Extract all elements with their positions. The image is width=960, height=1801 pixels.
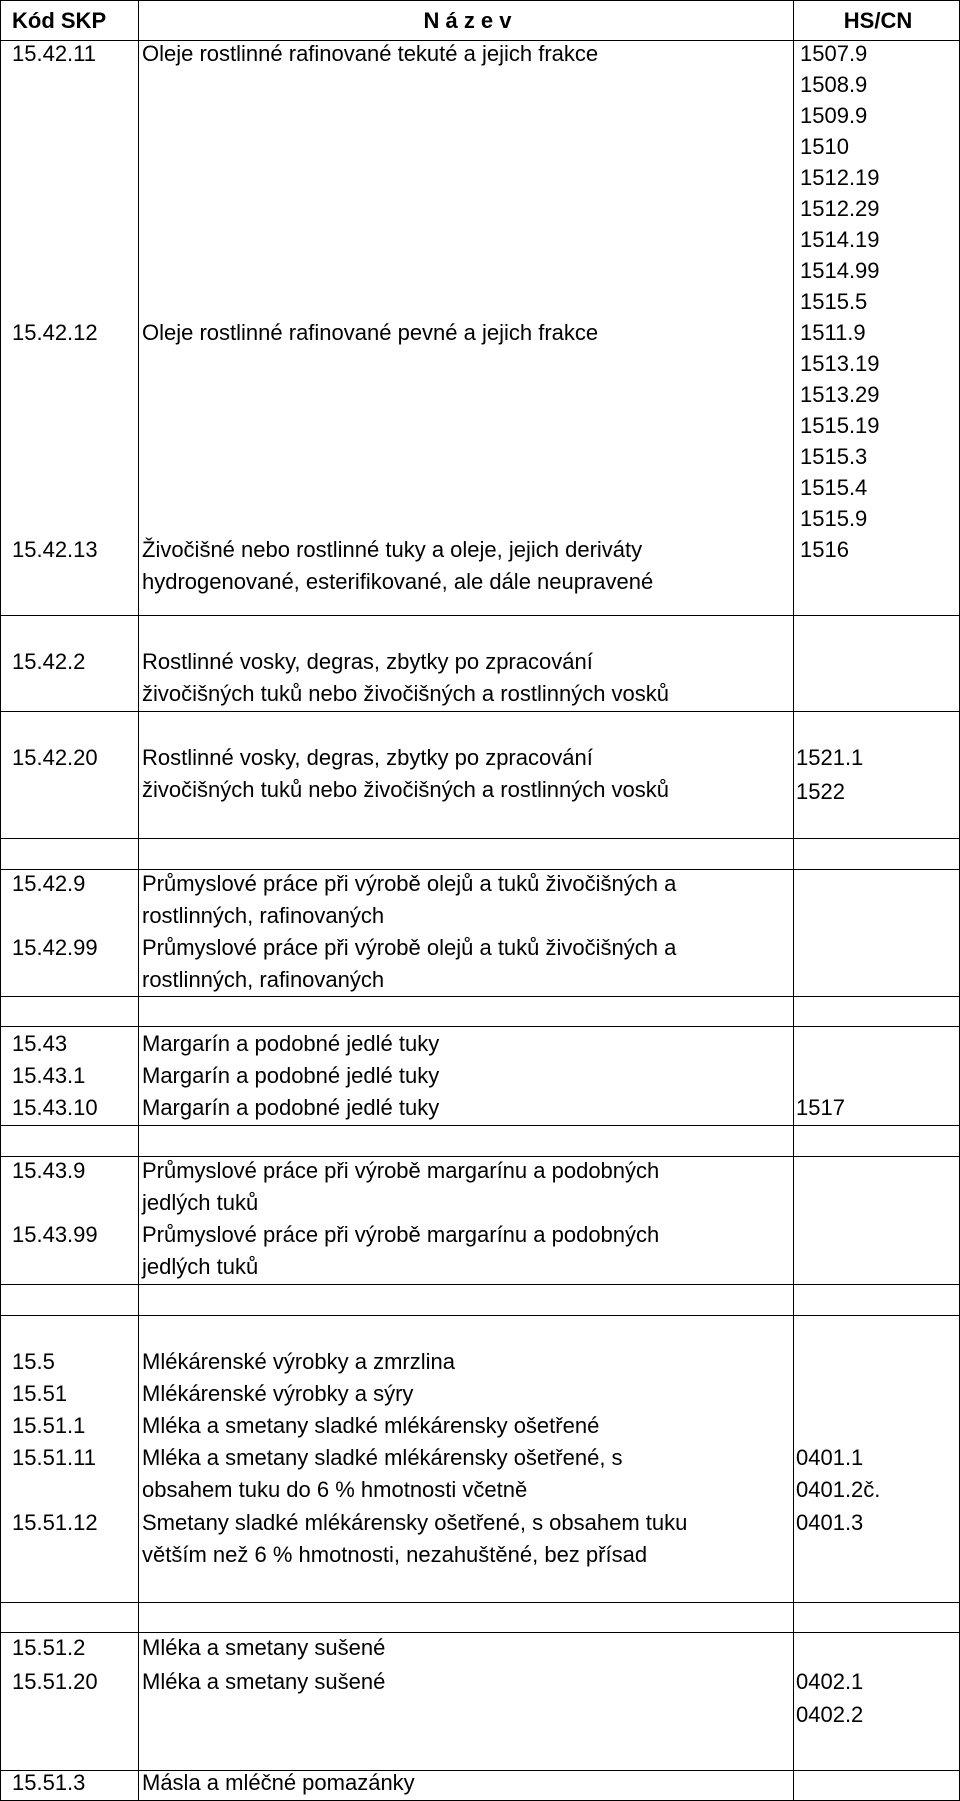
row-hs: 1514.19 xyxy=(800,227,880,252)
row-name: Mléka a smetany sladké mlékárensky ošetřené, s xyxy=(142,1445,623,1470)
row-code: 15.5 xyxy=(12,1349,55,1374)
column-divider-code xyxy=(138,0,139,1801)
row-name: Mléka a smetany sušené xyxy=(142,1635,386,1660)
row-name: Margarín a podobné jedlé tuky xyxy=(142,1031,440,1056)
row-code: 15.43.9 xyxy=(12,1158,86,1183)
row-name: rostlinných, rafinovaných xyxy=(142,967,385,992)
row-name: živočišných tuků nebo živočišných a rostlinných vosků xyxy=(142,681,670,706)
row-divider xyxy=(0,1602,960,1603)
row-divider xyxy=(0,1315,960,1316)
row-name: jedlých tuků xyxy=(142,1254,259,1279)
row-code: 15.51.11 xyxy=(12,1445,97,1470)
row-divider xyxy=(0,711,960,712)
row-name: Smetany sladké mlékárensky ošetřené, s obsahem tuku xyxy=(142,1510,688,1535)
row-name: obsahem tuku do 6 % hmotnosti včetně xyxy=(142,1477,528,1502)
row-hs: 1516 xyxy=(800,537,849,562)
row-name: Másla a mléčné pomazánky xyxy=(142,1770,415,1795)
table-border-left xyxy=(0,0,1,1801)
row-code: 15.51 xyxy=(12,1381,68,1406)
row-hs: 1522 xyxy=(796,779,845,804)
row-name: Oleje rostlinné rafinované tekuté a jejich frakce xyxy=(142,41,599,66)
row-code: 15.51.20 xyxy=(12,1669,98,1694)
row-hs: 1515.4 xyxy=(800,475,868,500)
row-name: Mlékárenské výrobky a sýry xyxy=(142,1381,414,1406)
row-name: Mléka a smetany sladké mlékárensky ošetřené xyxy=(142,1413,600,1438)
row-hs: 0401.2č. xyxy=(796,1477,881,1502)
row-hs: 1515.3 xyxy=(800,444,868,469)
row-name: Průmyslové práce při výrobě margarínu a podobných xyxy=(142,1222,660,1247)
row-name: Margarín a podobné jedlé tuky xyxy=(142,1063,440,1088)
row-name: Průmyslové práce při výrobě olejů a tuků živočišných a xyxy=(142,935,677,960)
row-hs: 1510 xyxy=(800,134,849,159)
row-code: 15.43.1 xyxy=(12,1063,86,1088)
header-hs: HS/CN xyxy=(843,8,913,33)
row-code: 15.42.20 xyxy=(12,745,98,770)
row-code: 15.51.12 xyxy=(12,1510,98,1535)
row-name: Průmyslové práce při výrobě margarínu a podobných xyxy=(142,1158,660,1183)
row-hs: 1517 xyxy=(796,1095,845,1120)
row-divider xyxy=(0,1026,960,1027)
row-name: Margarín a podobné jedlé tuky xyxy=(142,1095,440,1120)
row-code: 15.42.9 xyxy=(12,871,86,896)
row-name: Průmyslové práce při výrobě olejů a tuků živočišných a xyxy=(142,871,677,896)
column-divider-name xyxy=(793,0,794,1801)
row-divider xyxy=(0,615,960,616)
header-code: Kód SKP xyxy=(12,8,107,33)
row-code: 15.51.2 xyxy=(12,1635,86,1660)
row-code: 15.42.99 xyxy=(12,935,98,960)
row-code: 15.43.10 xyxy=(12,1095,98,1120)
row-hs: 0401.3 xyxy=(796,1510,864,1535)
row-hs: 0401.1 xyxy=(796,1445,864,1470)
row-name: Mléka a smetany sušené xyxy=(142,1669,386,1694)
row-code: 15.51.3 xyxy=(12,1770,86,1795)
row-code: 15.51.1 xyxy=(12,1413,86,1438)
row-name: Živočišné nebo rostlinné tuky a oleje, jejich deriváty xyxy=(142,537,643,562)
row-hs: 0402.1 xyxy=(796,1669,864,1694)
row-hs: 1508.9 xyxy=(800,72,868,97)
row-hs: 1515.19 xyxy=(800,413,880,438)
row-code: 15.43.99 xyxy=(12,1222,98,1247)
row-hs: 1513.19 xyxy=(800,351,880,376)
row-name: větším než 6 % hmotnosti, nezahuštěné, bez přísad xyxy=(142,1542,648,1567)
row-name: hydrogenované, esterifikované, ale dále neupravené xyxy=(142,569,654,594)
row-hs: 1512.19 xyxy=(800,165,880,190)
row-hs: 1514.99 xyxy=(800,258,880,283)
row-name: Oleje rostlinné rafinované pevné a jejich frakce xyxy=(142,320,599,345)
row-code: 15.42.12 xyxy=(12,320,98,345)
row-hs: 1513.29 xyxy=(800,382,880,407)
row-name: jedlých tuků xyxy=(142,1190,259,1215)
row-name: Rostlinné vosky, degras, zbytky po zpracování xyxy=(142,745,593,770)
row-name: Mlékárenské výrobky a zmrzlina xyxy=(142,1349,455,1374)
row-divider xyxy=(0,838,960,839)
row-hs: 1515.9 xyxy=(800,506,868,531)
row-code: 15.42.2 xyxy=(12,649,86,674)
row-code: 15.43 xyxy=(12,1031,68,1056)
row-hs: 1512.29 xyxy=(800,196,880,221)
row-name: živočišných tuků nebo živočišných a rostlinných vosků xyxy=(142,777,670,802)
row-hs: 0402.2 xyxy=(796,1702,864,1727)
row-hs: 1507.9 xyxy=(800,41,868,66)
header-name: N á z e v xyxy=(423,8,512,33)
row-divider xyxy=(0,996,960,997)
row-code: 15.42.11 xyxy=(12,41,97,66)
row-hs: 1511.9 xyxy=(800,320,866,345)
row-code: 15.42.13 xyxy=(12,537,98,562)
table-border-top xyxy=(0,0,960,1)
row-divider xyxy=(0,1125,960,1126)
row-name: rostlinných, rafinovaných xyxy=(142,903,385,928)
row-name: Rostlinné vosky, degras, zbytky po zpracování xyxy=(142,649,593,674)
row-hs: 1515.5 xyxy=(800,289,868,314)
row-hs: 1521.1 xyxy=(796,745,864,770)
row-hs: 1509.9 xyxy=(800,103,868,128)
row-divider xyxy=(0,1284,960,1285)
